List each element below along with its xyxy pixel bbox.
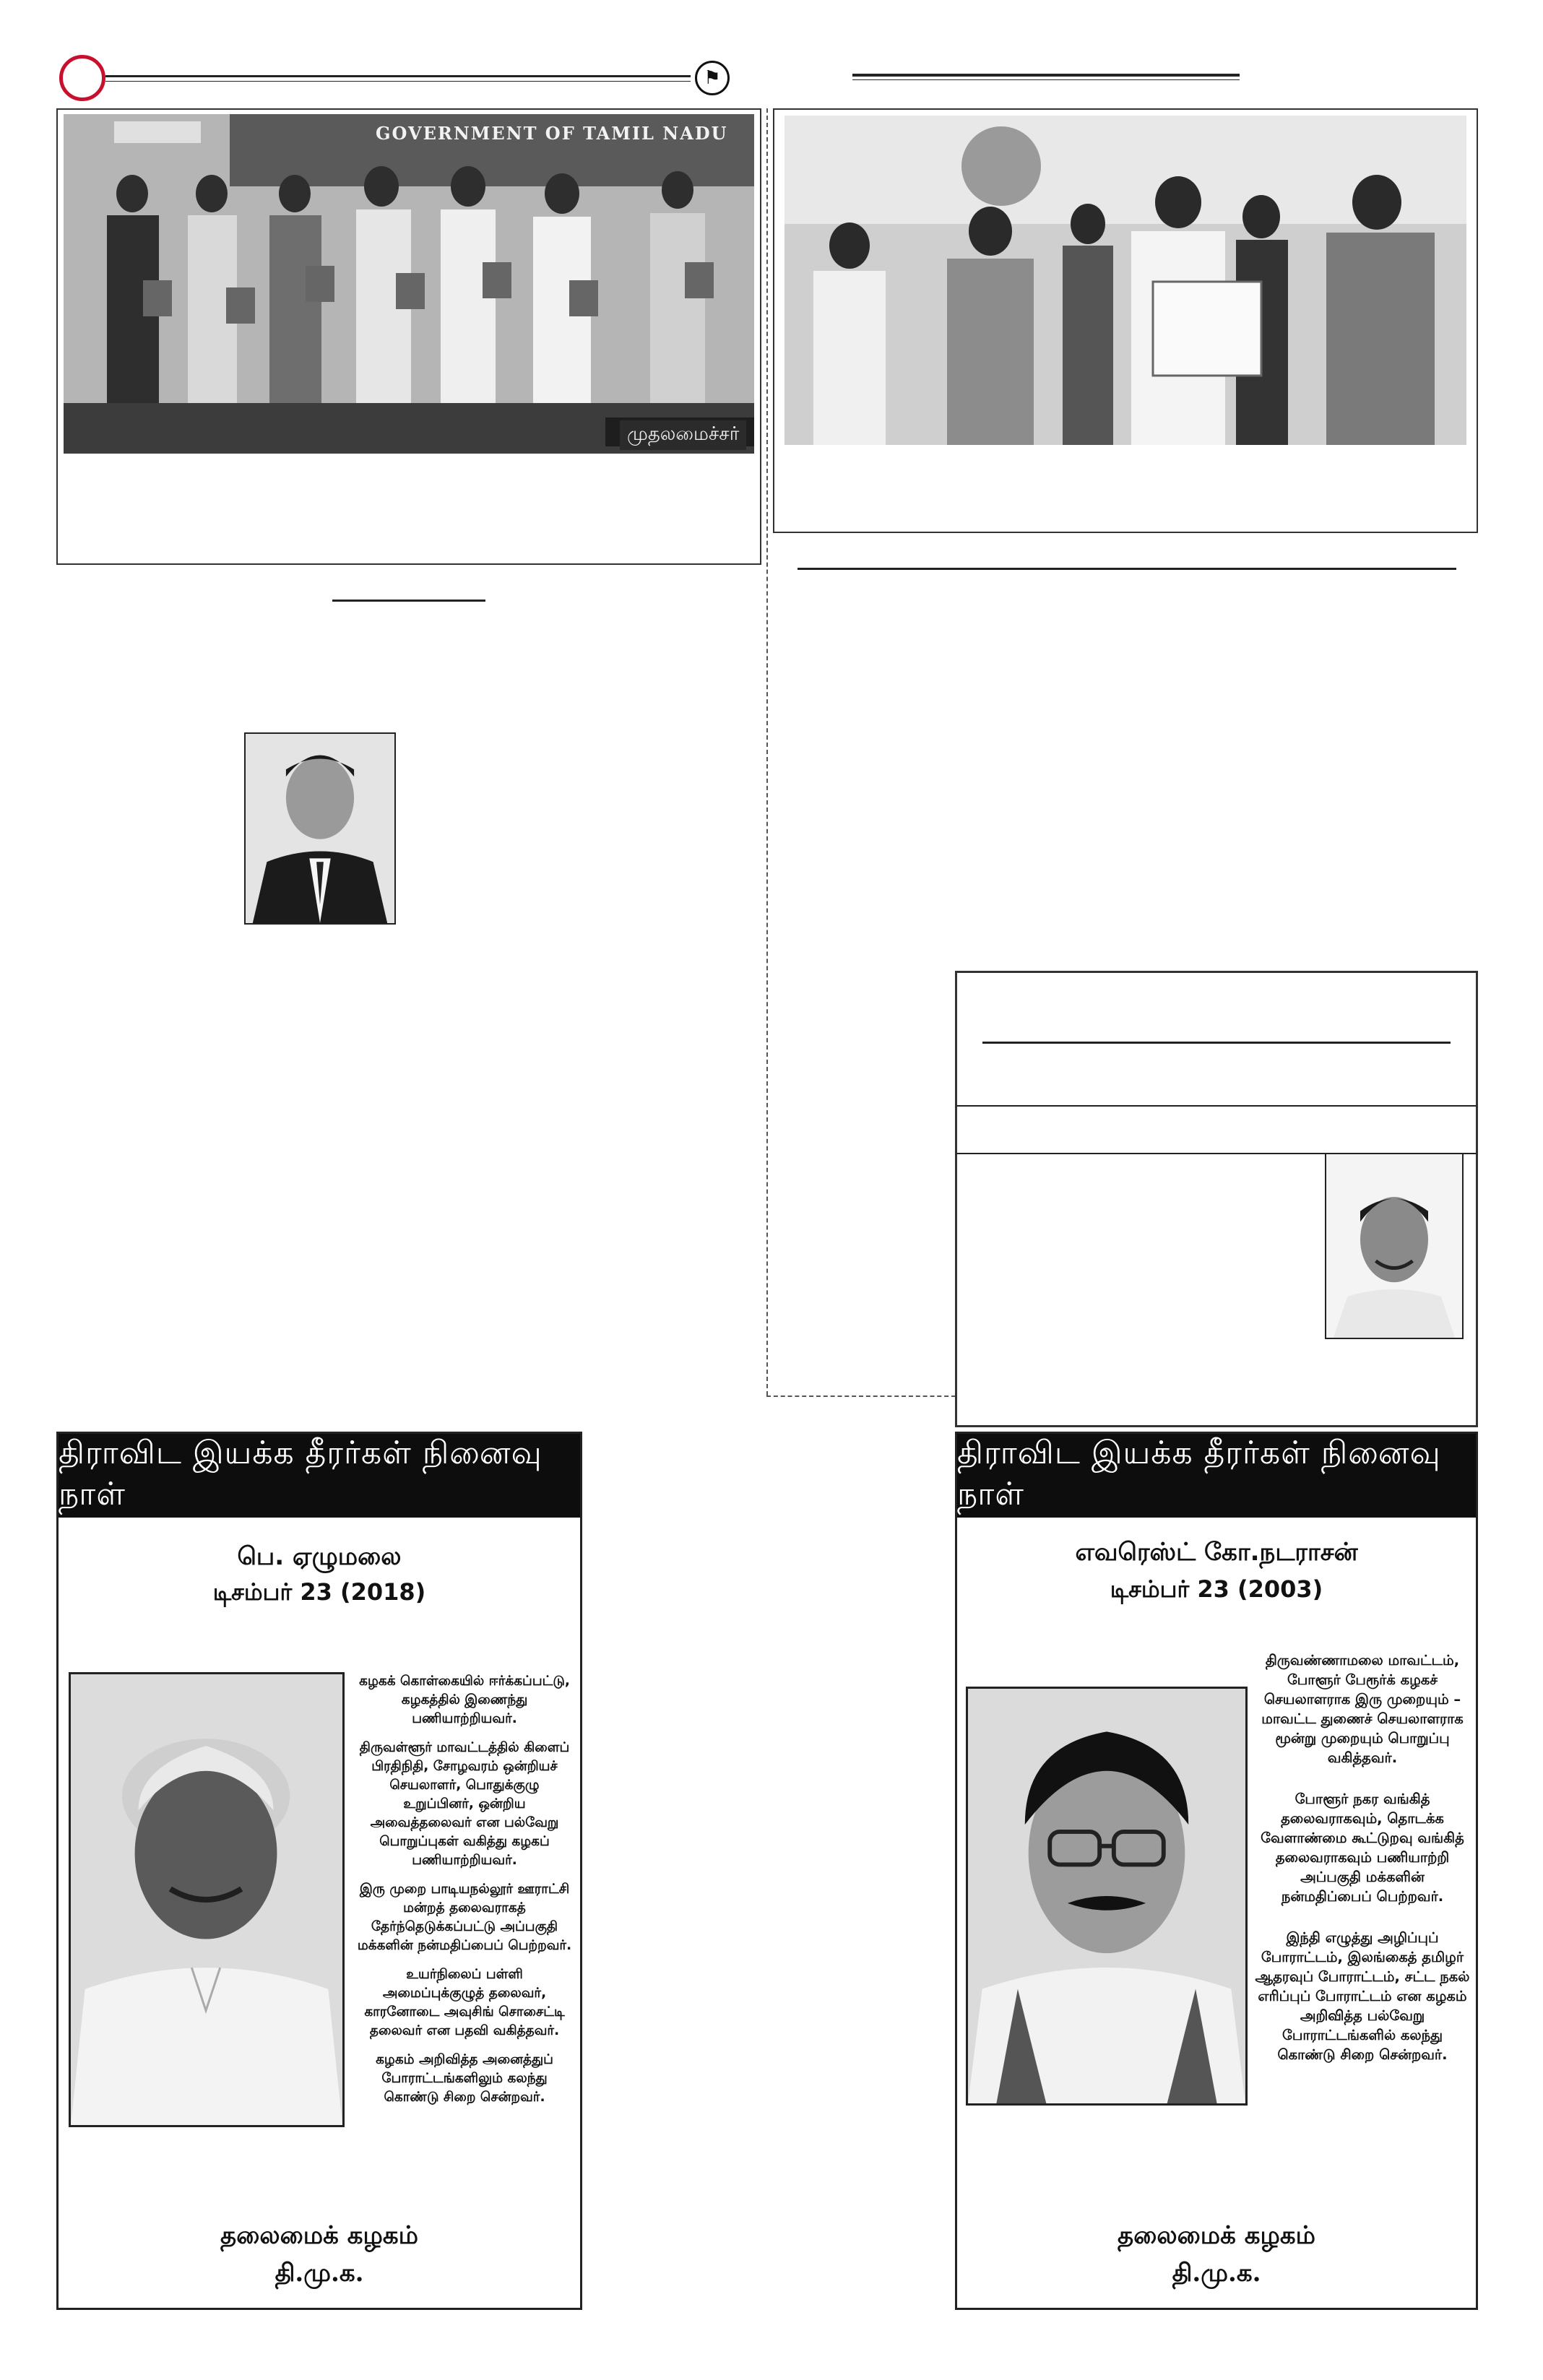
memorial-card-2-bio-para: இந்தி எழுத்து அழிப்புப் போராட்டம், இலங்கைத் தமிழர் ஆதரவுப் போராட்டம், சட்ட நகல் எரிப்புப் போராட்டம் என கழகம் அறிவித்த பல்வேறு போராட்டங்களில் கலந்து கொண்டு சிறை சென்றவர். [1255, 1929, 1470, 2063]
emblem-icon: ⚑ [695, 61, 730, 95]
header-rule-right-thin [852, 79, 1240, 80]
memorial-card-2 [955, 1432, 1478, 2310]
memorial-card-2-bio-para: போளூர் நகர வங்கித் தலைவராகவும், தொடக்க வேளாண்மை கூட்டுறவு வங்கித் தலைவராகவும் பணியாற்றி அப்பகுதி மக்களின் நன்மதிப்பைப் பெற்றவர். [1261, 1791, 1464, 1905]
memorial-card-2-date: டிசம்பர் 23 (2003) [1110, 1575, 1323, 1603]
memorial-card-1-name: பெ. ஏழுமலை [237, 1542, 402, 1571]
left-column-short-rule [332, 600, 485, 602]
memorial-card-1-bio-para: திருவள்ளூர் மாவட்டத்தில் கிளைப் பிரதிநிதி, சோழவரம் ஒன்றியச் செயலாளர், பொதுக்குழு உறுப்பினர், ஒன்றிய அவைத்தலைவர் என பல்வேறு பொறுப்புகள் வகித்து கழகப் பணியாற்றியவர். [359, 1740, 570, 1868]
left-event-photo [64, 114, 754, 454]
right-event-photo [785, 116, 1466, 445]
memorial-card-2-bio-para: திருவண்ணாமலை மாவட்டம், போளூர் பேரூர்க் கழகச் செயலாளராக இரு முறையும் – மாவட்ட துணைச் செயலாளராக மூன்று முறையும் பொறுப்பு வகித்தவர். [1261, 1652, 1464, 1766]
memorial-card-2-header: திராவிட இயக்க தீரர்கள் நினைவு நாள் [957, 1434, 1476, 1518]
dotted-bottom-rule [766, 1395, 956, 1397]
memorial-card-1-bio-para: கழகக் கொள்கையில் ஈர்க்கப்பட்டு, கழகத்தில் இணைந்து பணியாற்றியவர். [359, 1674, 570, 1726]
memorial-card-1-bio-para: கழகம் அறிவித்த அனைத்துப் போராட்டங்களிலும் கலந்து கொண்டு சிறை சென்றவர். [376, 2052, 553, 2105]
memorial-card-1-footer-org: தலைமைக் கழகம் [220, 2221, 418, 2250]
memorial-card-1-date: டிசம்பர் 23 (2018) [212, 1578, 426, 1606]
memorial-card-1-portrait [69, 1672, 345, 2127]
memorial-card-2-bio [1255, 1650, 1470, 2074]
inset-portrait-photo [1325, 1153, 1464, 1339]
memorial-card-1-bio [356, 1672, 573, 2117]
dotted-column-divider [766, 108, 768, 1395]
memorial-card-1-bio-para: இரு முறை பாடியநல்லூர் ஊராட்சி மன்றத் தலைவராகத் தேர்ந்தெடுக்கப்பட்டு அப்பகுதி மக்களின் நன்மதிப்பைப் பெற்றவர். [357, 1882, 572, 1953]
memorial-card-1-header: திராவிட இயக்க தீரர்கள் நினைவு நாள் [59, 1434, 580, 1518]
memorial-card-1 [56, 1432, 582, 2310]
photo-nameplate-text: முதலமைச்சர் [620, 420, 746, 450]
memorial-card-1-bio-para: உயர்நிலைப் பள்ளி அமைப்புக்குழுத் தலைவர், காரனோடை அவுசிங் சொசைட்டி தலைவர் என பதவி வகித்தவர். [364, 1967, 565, 2038]
author-portrait-photo [244, 732, 396, 925]
memorial-card-2-footer-party: தி.மு.க. [1172, 2259, 1261, 2288]
header-rule-right [852, 74, 1240, 77]
memorial-card-2-name: எவரெஸ்ட் கோ.நடராசன் [1075, 1538, 1358, 1567]
memorial-card-2-footer-org: தலைமைக் கழகம் [1118, 2221, 1315, 2250]
inset-rule-2 [956, 1105, 1477, 1107]
memorial-card-2-portrait [966, 1687, 1248, 2106]
header-rule-left-thin [105, 81, 691, 82]
header-rule-left [105, 75, 691, 77]
memorial-card-1-footer-party: தி.மு.க. [275, 2259, 364, 2288]
red-ring-icon [59, 55, 105, 101]
photo-banner-text: GOVERNMENT OF TAMIL NADU [376, 123, 728, 144]
inset-rule-1 [982, 1042, 1451, 1044]
right-column-rule [798, 568, 1456, 570]
